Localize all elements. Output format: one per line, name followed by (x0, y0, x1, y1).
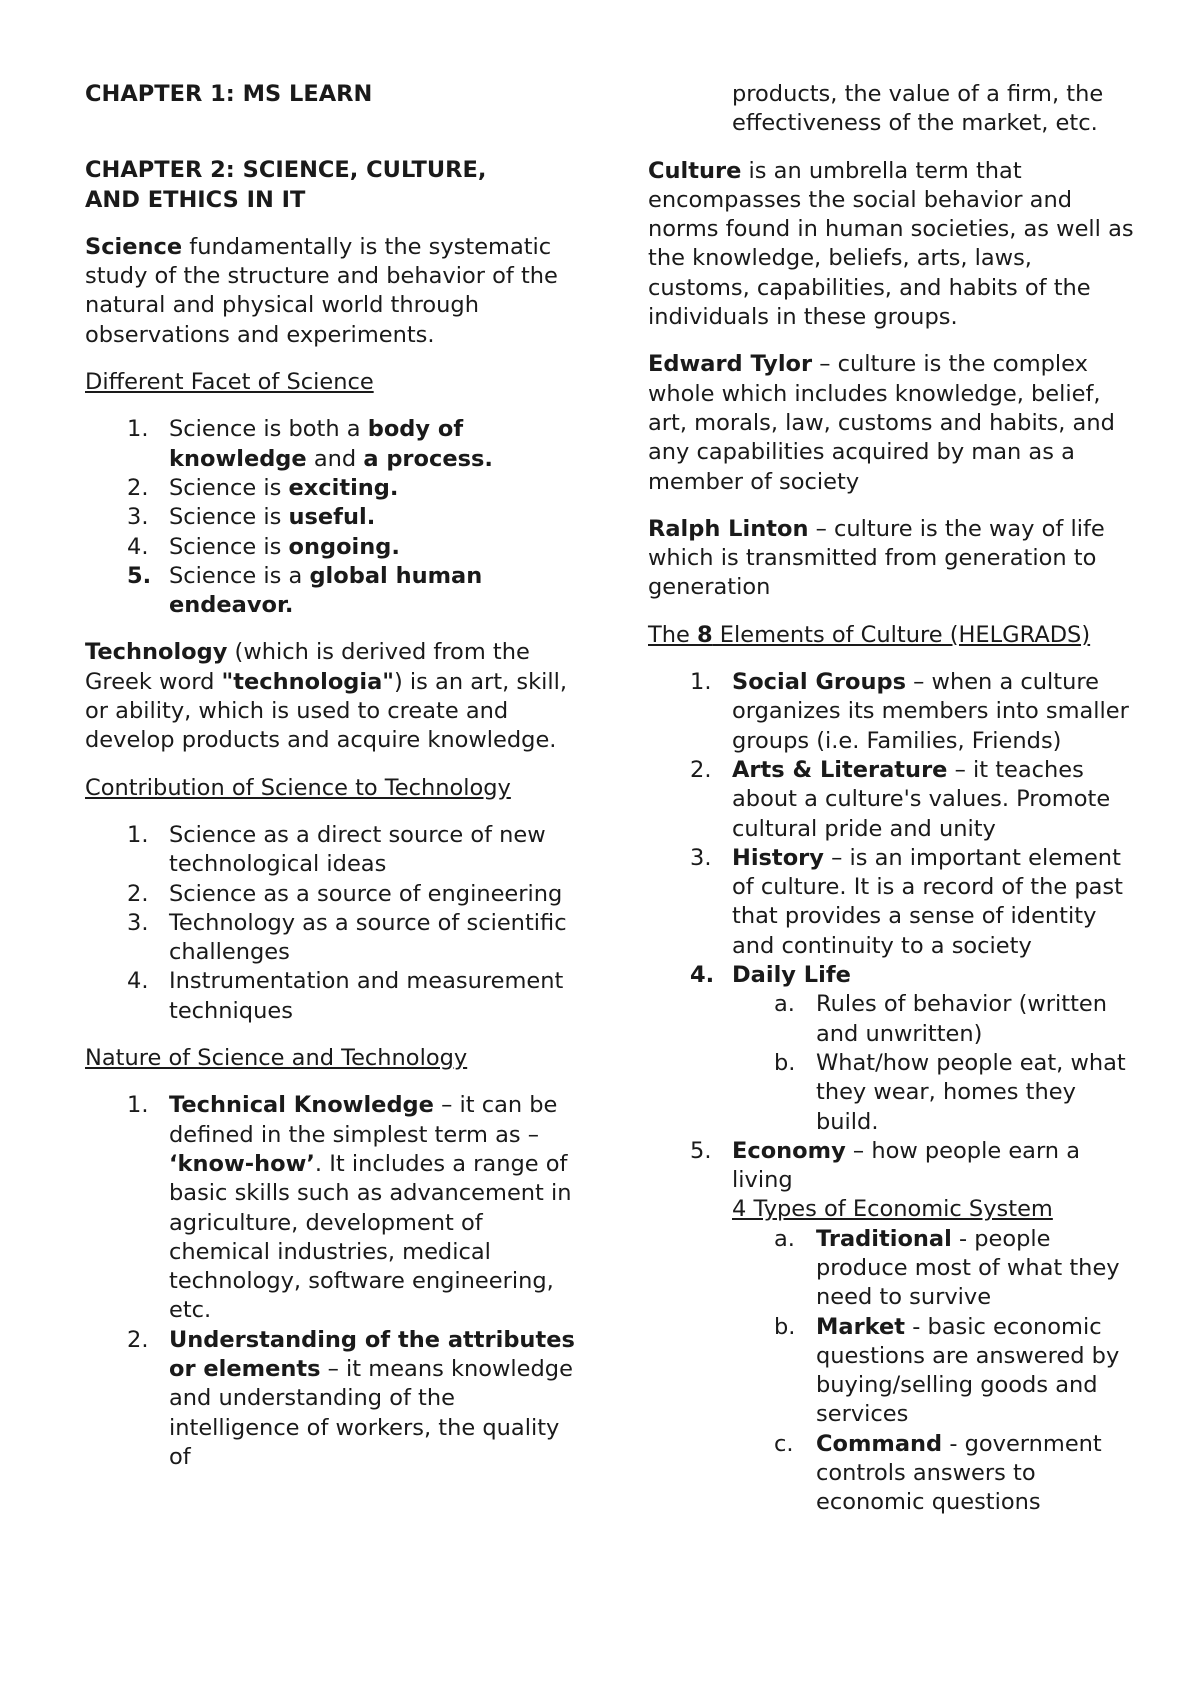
list-item: b. What/how people eat, what they wear, homes they build. (774, 1049, 1126, 1135)
list-item: 4. Daily Life a. Rules of behavior (written and unwritten) b. What/how people eat, what they wear, homes they build. (648, 961, 1138, 1137)
list-item: 4. Science is ongoing. (127, 533, 400, 560)
list-item: 2. Understanding of the attributes or elements – it means knowledge and understanding of the intelligence of workers, the quality of (127, 1326, 575, 1470)
list-item: b. Market - basic economic questions are answered by buying/selling goods and services (774, 1313, 1120, 1428)
list-item: 1. Social Groups – when a culture organizes its members into smaller groups (i.e. Families, Friends) (690, 669, 1129, 754)
list-item: 3. Technology as a source of scientific challenges (127, 909, 567, 966)
tylor-definition: Edward Tylor – culture is the complex whole which includes knowledge, belief, art, morals, law, customs and habits, and any capabilities acquired by man as a member of society (648, 351, 1115, 495)
list-item: 4. Instrumentation and measurement techniques (127, 968, 564, 1024)
left-column (85, 80, 575, 1490)
economic-system-sublist (648, 1225, 1138, 1518)
linton-definition: Ralph Linton – culture is the way of life which is transmitted from generation to generation (648, 515, 1105, 601)
contribution-list (85, 821, 575, 1026)
culture-definition: Culture is an umbrella term that encompasses the social behavior and norms found in human societies, as well as the knowledge, beliefs, arts, laws, customs, capabilities, and habits of the individuals in these groups. (648, 157, 1134, 331)
list-item: c. Command - government controls answers to economic questions (774, 1430, 1102, 1516)
chapter-1-heading: CHAPTER 1: MS LEARN (85, 81, 373, 107)
elements-list (648, 668, 1138, 1518)
list-item: 5. Science is a global human endeavor. (127, 562, 483, 619)
facets-list (85, 415, 575, 620)
list-item: a. Traditional - people produce most of what they need to survive (774, 1225, 1120, 1311)
list-item: 2. Arts & Literature – it teaches about a culture's values. Promote cultural pride and unity (690, 756, 1111, 842)
science-definition: Science fundamentally is the systematic study of the structure and behavior of the natural and physical world through observations and experiments. (85, 233, 558, 348)
technology-definition: Technology (which is derived from the Greek word "technologia") is an art, skill, or ability, which is used to create and develop products and acquire knowledge. (85, 639, 568, 754)
chapter-2-heading: CHAPTER 2: SCIENCE, CULTURE, AND ETHICS IN IT (85, 157, 487, 213)
list-item: 5. Economy – how people earn a living 4 Types of Economic System a. Traditional - people produce most of what they need to survive b. Market - basic economic questions are answered by buying/selling goods and services c. Command - government controls answers to economic questions (648, 1137, 1138, 1518)
contribution-heading: Contribution of Science to Technology (85, 774, 511, 801)
elements-heading: The 8 Elements of Culture (HELGRADS) (648, 621, 1091, 648)
continuation-text: products, the value of a firm, the effectiveness of the market, etc. (732, 81, 1104, 137)
economic-system-heading: 4 Types of Economic System (732, 1196, 1053, 1223)
facets-heading: Different Facet of Science (85, 369, 374, 396)
list-item: 1. Science as a direct source of new technological ideas (127, 821, 546, 878)
nature-list (85, 1091, 575, 1472)
list-item: 1. Technical Knowledge – it can be defined in the simplest term as – ‘know-how’. It includes a range of basic skills such as advancement in agriculture, development of chemical industries, medical technology, software engineering, etc. (127, 1092, 572, 1324)
nature-heading: Nature of Science and Technology (85, 1045, 468, 1072)
list-item: 1. Science is both a body of knowledge and a process. (127, 416, 493, 472)
list-item: 2. Science is exciting. (127, 474, 399, 501)
list-item: a. Rules of behavior (written and unwritten) (774, 991, 1108, 1047)
list-item: 3. History – is an important element of culture. It is a record of the past that provides a sense of identity and continuity to a society (690, 844, 1123, 959)
daily-life-sublist (648, 990, 1138, 1136)
list-item: 2. Science as a source of engineering (127, 880, 563, 907)
list-item: 3. Science is useful. (127, 504, 376, 531)
right-column (648, 80, 1138, 1518)
